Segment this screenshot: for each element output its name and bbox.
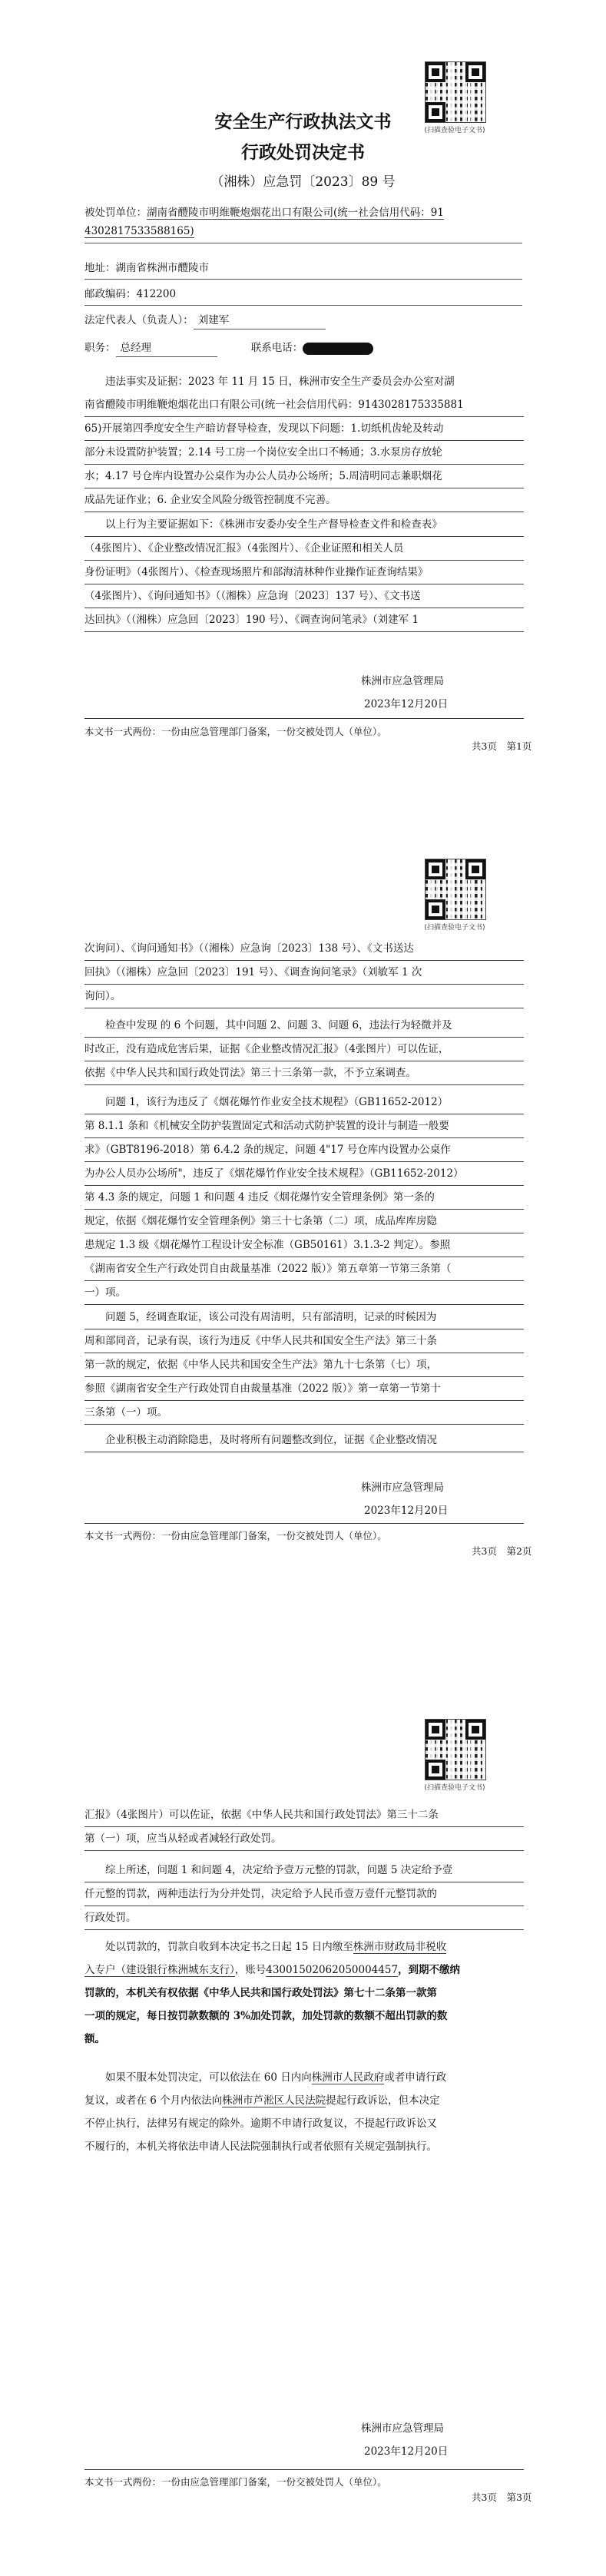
evidence-line: 以上行为主要证据如下：《株洲市安委办安全生产督导检查文件和检查表》 xyxy=(84,513,524,537)
address-field: 地址：湖南省株洲市醴陵市 xyxy=(84,260,522,280)
issue-date: 2023年12月20日 xyxy=(364,698,449,710)
party-name-field: 被处罚单位：湖南省醴陵市明维鞭炮烟花出口有限公司(统一社会信用代码：91 4302817533588165) xyxy=(84,204,522,243)
facts-line: 南省醴陵市明维鞭炮烟花出口有限公司(统一社会信用代码：9143028175335881 xyxy=(84,393,524,417)
issue-5-line: 参照《湖南省安全生产行政处罚自由裁量基准（2022 版）》第一章第一节第十 xyxy=(84,1377,524,1401)
address-value: 湖南省株洲市醴陵市 xyxy=(115,262,209,274)
facts-line: 部分未设置防护装置；2.14 号工房一个岗位安全出口不畅通；3.水泵房存放轮 xyxy=(84,441,524,465)
payment-bank: 株洲市财政局非税收 xyxy=(353,1941,447,1953)
facts-line: 水；4.17 号仓库内设置办公桌作为办公人员办公场所；5.周清明同志兼职烟花 xyxy=(84,465,524,488)
postcode-value: 412200 xyxy=(136,288,177,300)
issue-date: 2023年12月20日 xyxy=(364,2445,449,2458)
qr-caption: (扫描查验电子文书) xyxy=(424,1784,485,1792)
evidence-line: 次询问）、《询问通知书》（（湘株）应急询〔2023〕138 号）、《文书送达 xyxy=(84,937,524,961)
issuing-org: 株洲市应急管理局 xyxy=(361,1482,444,1494)
rectification-line: 企业积极主动消除隐患，及时将所有问题整改到位，证据《企业整改情况 xyxy=(84,1429,524,1452)
facts-section xyxy=(84,370,524,512)
penalty-line: 一项的规定，每日按罚款数额的 3%加处罚款，加处罚款的数额不超出罚款的数 xyxy=(84,2010,448,2022)
evidence-continued xyxy=(84,937,524,1008)
payment-account: 43001502062050004457 xyxy=(266,1964,399,1976)
legal-rep-field: 法定代表人（负责人）： 刘建军 xyxy=(84,312,522,332)
issue-5-section xyxy=(84,1306,524,1425)
facts-line: 违法事实及证据：2023 年 11 月 15 日，株洲市安全生产委员会办公室对湖 xyxy=(105,376,455,388)
issue-5-line: 第一款的规定，依据《中华人民共和国安全生产法》第九十七条第（七）项， xyxy=(84,1353,524,1377)
footer-rule xyxy=(84,2469,524,2470)
document-title: 安全生产行政执法文书 xyxy=(214,112,392,132)
footer-note: 本文书一式两份：一份由应急管理部门备案，一份交被处罚人（单位）。 xyxy=(84,2476,387,2488)
review-section xyxy=(84,1014,524,1085)
rectification-continued xyxy=(84,1803,524,1851)
payment-line: 入专户（建设银行株洲城东支行），账号43001502062050004457，到期不缴纳 xyxy=(84,1964,461,1976)
issue-1-line: 第 8.1.1 条和《机械安全防护装置固定式和活动式防护装置的设计与制造一般要 xyxy=(84,1114,524,1138)
issuing-org: 株洲市应急管理局 xyxy=(361,2422,444,2435)
qr-caption: (扫描查验电子文书) xyxy=(424,127,485,134)
footer-note: 本文书一式两份：一份由应急管理部门备案，一份交被处罚人（单位）。 xyxy=(84,726,387,737)
qr-code-icon xyxy=(425,859,486,920)
document-page-2 xyxy=(0,837,606,1674)
evidence-line: （4张图片）、《企业整改情况汇报》（4张图片）、《企业证照和相关人员 xyxy=(84,537,524,561)
footer-rule xyxy=(84,1523,524,1524)
position-value: 总经理 xyxy=(116,339,217,357)
appeal-line: 如果不服本处罚决定，可以依法在 60 日内向株洲市人民政府或者申请行政 xyxy=(105,2071,447,2084)
appeal-line: 复议，或者在 6 个月内依法向株洲市芦淞区人民法院提起行政诉讼，但本决定 xyxy=(84,2094,440,2107)
summary-line: 仟元整的罚款，两种违法行为分并处罚，决定给予人民币壹万壹仟元整罚款的 xyxy=(84,1882,524,1906)
issue-1-section xyxy=(84,1091,524,1305)
issue-date: 2023年12月20日 xyxy=(364,1505,449,1517)
penalty-line: 罚款的，本机关有权依据《中华人民共和国行政处罚法》第七十二条第一款第 xyxy=(84,1987,437,1999)
appeal-line: 不履行的，本机关将依法申请人民法院强制执行或者依照有关规定强制执行。 xyxy=(84,2141,437,2153)
qr-code-icon xyxy=(425,1719,486,1780)
document-number: （湘株）应急罚〔2023〕89 号 xyxy=(210,174,396,190)
summary-line: 综上所述，问题 1 和问题 4，决定给予壹万元整的罚款，问题 5 决定给予壹 xyxy=(84,1859,524,1882)
summary-section xyxy=(84,1859,524,1930)
document-page-1 xyxy=(0,0,606,837)
qr-caption: (扫描查验电子文书) xyxy=(424,924,485,932)
evidence-line: 身份证明》（4张图片）、《检查现场照片和部海清林种作业操作证查询结果》 xyxy=(84,561,524,584)
evidence-line: 询问）。 xyxy=(84,985,524,1008)
issue-5-line: 三条第（一）项。 xyxy=(84,1401,524,1425)
page-number: 共3页 第3页 xyxy=(472,2492,532,2503)
issue-1-line: 《湖南省安全生产行政处罚自由裁量基准（2022 版）》第五章第一节第三条第（ xyxy=(84,1257,524,1281)
issue-1-line: 一）项。 xyxy=(84,1281,524,1305)
summary-line: 行政处罚。 xyxy=(84,1906,524,1930)
footer-rule xyxy=(84,718,524,719)
position-phone-field: 职务： 总经理 联系电话： xyxy=(84,339,522,359)
payment-line: 处以罚款的，罚款自收到本决定书之日起 15 日内缴至株洲市财政局非税收 xyxy=(105,1941,447,1953)
appeal-section xyxy=(84,2066,524,2158)
evidence-line: 回执》（（湘株）应急回〔2023〕191 号）、《调查询问笔录》（刘敏军 1 次 xyxy=(84,961,524,985)
evidence-line: （4张图片）、《询问通知书》（（湘株）应急询〔2023〕137 号）、《文书送 xyxy=(84,584,524,608)
page-number: 共3页 第2页 xyxy=(472,1545,532,1557)
penalty-line: 额。 xyxy=(84,2033,105,2045)
rectification-line: 第（一）项，应当从轻或者减轻行政处罚。 xyxy=(84,1827,524,1851)
review-line: 依据《中华人民共和国行政处罚法》第三十三条第一款，不予立案调查。 xyxy=(84,1061,524,1085)
issue-1-line: 第 4.3 条的规定，问题 1 和问题 4 违反《烟花爆竹安全管理条例》第一条的 xyxy=(84,1186,524,1210)
document-subtitle: 行政处罚决定书 xyxy=(241,143,365,163)
evidence-line: 达回执》（（湘株）应急回〔2023〕190 号）、《调查询问笔录》（刘建军 1 xyxy=(84,608,524,632)
issue-1-line: 问题 1，该行为违反了《烟花爆竹作业安全技术规程》（GB11652-2012） xyxy=(84,1091,524,1114)
issue-1-line: 为办公人员办公场所"，违反了《烟花爆竹作业安全技术规程》（GB11652-2012） xyxy=(84,1162,524,1186)
facts-line: 成品先证作业；6. 企业安全风险分级管控制度不完善。 xyxy=(84,488,524,512)
evidence-section xyxy=(84,513,524,632)
document-page-3 xyxy=(0,1674,606,2576)
page-number: 共3页 第1页 xyxy=(472,740,532,752)
payment-section xyxy=(84,1935,524,2051)
facts-line: 65)开展第四季度安全生产暗访督导检查，发现以下问题：1.切纸机齿轮及转动 xyxy=(84,417,524,441)
redacted-phone xyxy=(303,343,373,355)
issue-1-line: 求》（GBT8196-2018）第 6.4.2 条的规定，问题 4"17 号仓库内设置办公桌作 xyxy=(84,1138,524,1162)
footer-note: 本文书一式两份：一份由应急管理部门备案，一份交被处罚人（单位）。 xyxy=(84,1530,387,1541)
issue-5-line: 周和部同音，记录有误，该行为违反《中华人民共和国安全生产法》第三十条 xyxy=(84,1329,524,1353)
rectification-section xyxy=(84,1429,524,1452)
review-line: 检查中发现 的 6 个问题，其中问题 2、问题 3、问题 6，违法行为轻微并及 xyxy=(84,1014,524,1038)
issuing-org: 株洲市应急管理局 xyxy=(361,675,444,687)
issue-5-line: 问题 5，经调查取证，该公司没有周清明，只有部清明，记录的时候因为 xyxy=(84,1306,524,1329)
appeal-line: 不停止执行，法律另有规定的除外。逾期不申请行政复议，不提起行政诉讼又 xyxy=(84,2117,437,2130)
review-line: 时改正，没有造成危害后果，证据《企业整改情况汇报》（4张图片）可以佐证， xyxy=(84,1038,524,1061)
legal-rep-value: 刘建军 xyxy=(194,312,326,329)
rectification-line: 汇报》（4张图片）可以佐证，依据《中华人民共和国行政处罚法》第三十二条 xyxy=(84,1803,524,1827)
issue-1-line: 患规定 1.3 级《烟花爆竹工程设计安全标准（GB50161）3.1.3-2 判定）。参照 xyxy=(84,1233,524,1257)
party-name-value: 湖南省醴陵市明维鞭炮烟花出口有限公司(统一社会信用代码：91 xyxy=(147,207,444,219)
postcode-field: 邮政编码：412200 xyxy=(84,286,522,306)
issue-1-line: 规定，依据《烟花爆竹安全管理条例》第三十七条第（二）项，成品库库房隐 xyxy=(84,1210,524,1233)
